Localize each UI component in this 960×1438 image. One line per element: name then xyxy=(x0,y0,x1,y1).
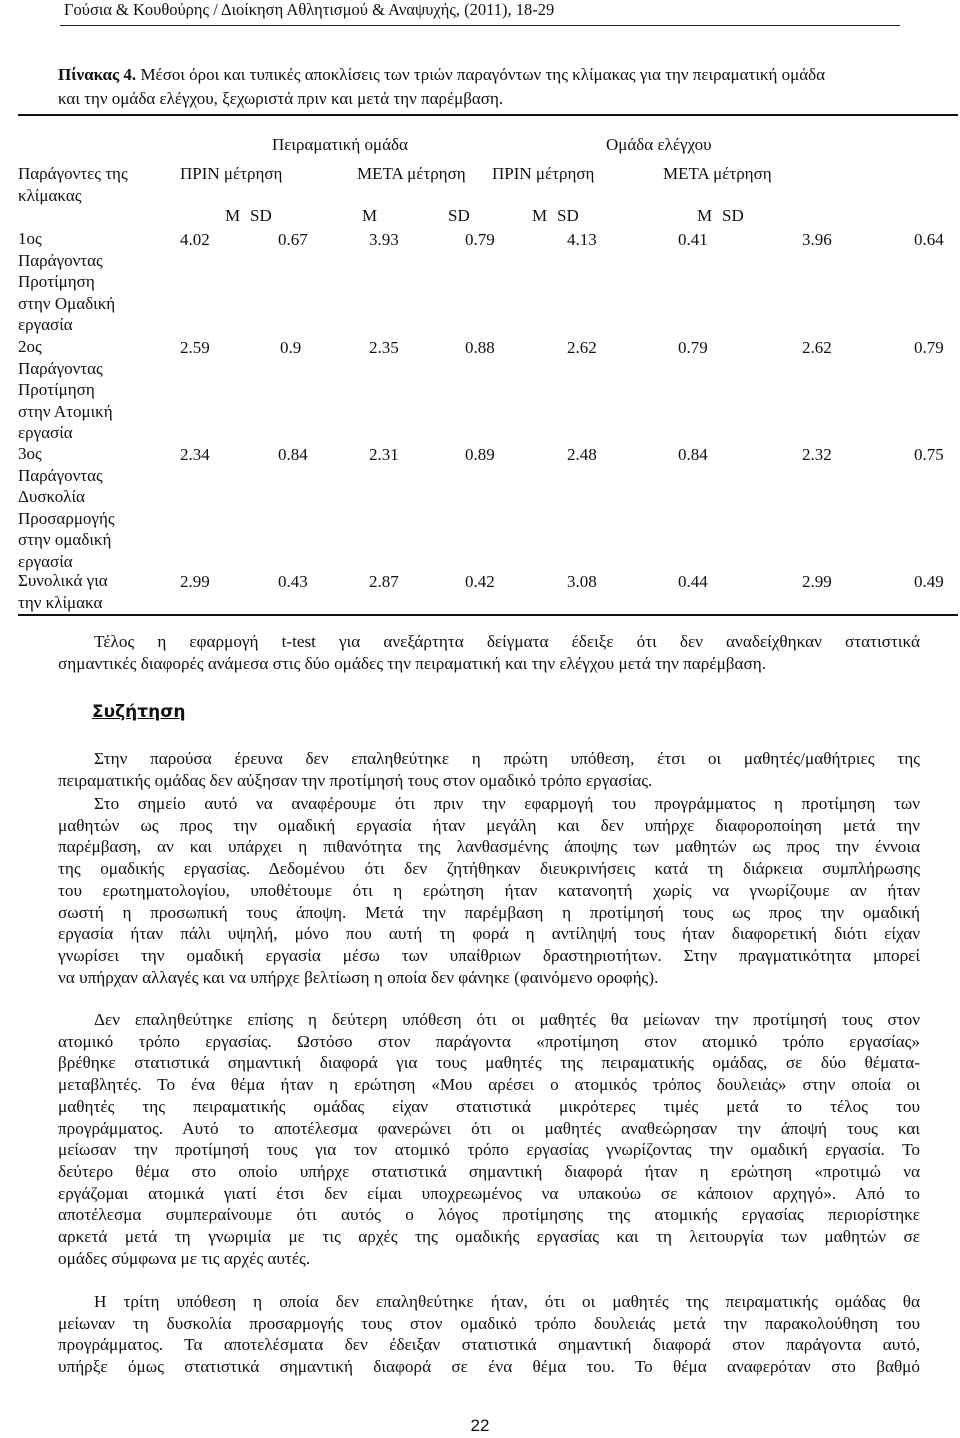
stat-header: SD xyxy=(557,206,579,225)
table-cell: 2.59 xyxy=(180,338,210,357)
row-label-line: στην Ομαδική xyxy=(18,293,116,313)
table-label: Πίνακας 4. xyxy=(58,65,137,84)
table-cell: 0.88 xyxy=(465,338,495,357)
table-cell: 3.96 xyxy=(802,230,832,249)
stat-header: M xyxy=(532,206,548,225)
subheader-pre-ctrl: ΠΡΙΝ μέτρηση xyxy=(492,164,595,183)
section-heading: Συζήτηση xyxy=(92,702,186,722)
table-cell: 2.99 xyxy=(180,572,210,591)
table-cell: 0.84 xyxy=(278,445,308,464)
row-label-line: Προσαρμογής xyxy=(18,508,115,528)
stat-header: SD xyxy=(250,206,272,225)
row-label-line: 3ος xyxy=(18,444,42,463)
table-cell: 2.62 xyxy=(567,338,597,357)
row-label-line: Συνολικά για xyxy=(18,571,108,590)
text-line: Δεν επαληθεύτηκε επίσης η δεύτερη υπόθεση ότι οι μαθητές θα μείωναν την προτίμησή τους στον xyxy=(94,1010,920,1029)
text-line: παρέμβαση, αν και υπάρχει η πιθανότητα της λανθασμένης άποψης των μαθητών ως προς την έννοια xyxy=(58,837,920,857)
table-cell: 0.84 xyxy=(678,445,708,464)
table-cell: 0.89 xyxy=(465,445,495,464)
table-cell: 0.64 xyxy=(914,230,944,249)
text-line: προγράμματος. Αυτό το αποτέλεσμα φανερώνει ότι οι μαθητές αναθεώρησαν την άποψή τους και xyxy=(58,1118,920,1138)
stat-header: M xyxy=(697,206,713,225)
row-label-line: εργασία xyxy=(18,551,73,571)
stat-header: SD xyxy=(722,206,744,225)
text-line: μαθητών ως προς την ομαδική εργασία ήταν μεγάλη και δεν υπήρχε διαφοροποίηση μετά την xyxy=(58,815,920,835)
text-line: δεύτερο θέμα στο οποίο υπήρχε στατιστικά σημαντική διαφορά ήταν η ερώτηση «προτιμώ να xyxy=(58,1161,920,1181)
text-line: βρέθηκε στατιστικά σημαντική διαφορά για τους μαθητές της πειραματικής ομάδας, σε δύο θέματα- xyxy=(58,1053,920,1073)
row-label-line: 2ος xyxy=(18,337,42,356)
text-line: ομάδες σύμφωνα με τις αρχές αυτές. xyxy=(58,1248,311,1268)
row-label-factor3 xyxy=(18,443,115,572)
subheader-post-exp: ΜΕΤΑ μέτρηση xyxy=(357,164,466,183)
table-cell: 3.08 xyxy=(567,572,597,591)
table-cell: 2.31 xyxy=(369,445,399,464)
row-label-line: Προτίμηση xyxy=(18,380,95,399)
row-label-line: εργασία xyxy=(18,315,73,334)
table-cell: 2.62 xyxy=(802,338,832,357)
table-cell: 2.34 xyxy=(180,445,210,464)
row-label-line: Προτίμηση xyxy=(18,272,95,291)
text-line: της ομαδικής εργασίας. Δεδομένου ότι δεν ζητήθηκαν διευκρινήσεις κατά τη διάρκεια συμπλήρωσης xyxy=(58,859,920,879)
table-cell: 2.87 xyxy=(369,572,399,591)
table-cell: 2.99 xyxy=(802,572,832,591)
group-header-experimental: Πειραματική ομάδα xyxy=(272,135,408,154)
text-line: Τέλος η εφαρμογή t-test για ανεξάρτητα δείγματα έδειξε ότι δεν αναδείχθηκαν στατιστικά xyxy=(94,632,920,651)
stat-header: SD xyxy=(448,206,470,225)
table-bottom-rule xyxy=(18,614,958,616)
table-cell: 0.42 xyxy=(465,572,495,591)
row-label-line: εργασία xyxy=(18,423,73,442)
text-line: εργασία ήταν πάλι υψηλή, μόνο που αυτή τη φορά η αντίληψή τους ήταν διαφορετική διότι είχαν xyxy=(58,924,920,944)
table-cell: 4.02 xyxy=(180,230,210,249)
table-cell: 4.13 xyxy=(567,230,597,249)
table-cell: 0.43 xyxy=(278,572,308,591)
text-line: μαθητές της πειραματικής ομάδας είχαν στατιστικά μικρότερες τιμές μετά το τέλος του xyxy=(58,1096,920,1116)
text-line: να υπήρχαν αλλαγές και να υπήρχε βελτίωση η οποία δεν φάνηκε (φαινόμενο οροφής). xyxy=(58,967,659,987)
table-cell: 2.48 xyxy=(567,445,597,464)
table-cell: 0.67 xyxy=(278,230,308,249)
table-cell: 0.41 xyxy=(678,230,708,249)
discussion-paragraph-2 xyxy=(58,793,920,988)
table-caption-line2: και την ομάδα ελέγχου, ξεχωριστά πριν και μετά την παρέμβαση. xyxy=(58,89,504,108)
table-caption-text: Μέσοι όροι και τυπικές αποκλίσεις των τριών παραγόντων της κλίμακας για την πειραματική ομάδα xyxy=(140,65,826,84)
text-line: Στο σημείο αυτό να αναφέρουμε ότι πριν την εφαρμογή του προγράμματος η προτίμηση των xyxy=(94,794,920,813)
table-cell: 2.35 xyxy=(369,338,399,357)
table-cell: 0.44 xyxy=(678,572,708,591)
row-label-line: Παράγοντας xyxy=(18,358,103,378)
stub-header-line2: κλίμακας xyxy=(18,186,82,205)
stat-header: M xyxy=(362,206,378,225)
row-label-factor1 xyxy=(18,228,115,336)
table-cell: 0.79 xyxy=(678,338,708,357)
text-line: πειραματικής ομάδας δεν αύξησαν την προτίμησή τους στον ομαδικό τρόπο εργασίας. xyxy=(58,770,653,790)
table-cell: 0.9 xyxy=(280,338,302,357)
row-label-line: στην Ατομική xyxy=(18,401,113,421)
text-line: μείωσαν την προτίμησή τους για τον ατομικό τρόπο εργασίας γνωρίζοντας την ομαδική εργασία. Το xyxy=(58,1140,920,1160)
running-header: Γούσια & Κουθούρης / Διοίκηση Αθλητισμού & Αναψυχής, (2011), 18-29 xyxy=(64,0,555,19)
header-rule xyxy=(60,25,900,26)
discussion-paragraph-1 xyxy=(58,748,920,791)
row-label-total xyxy=(18,570,108,613)
table-cell: 0.79 xyxy=(914,338,944,357)
row-label-line: την κλίμακα xyxy=(18,592,103,612)
text-line: προγράμματος. Τα αποτελέσματα δεν έδειξαν στατιστικά σημαντική διαφορά στον παράγοντα αυτό, xyxy=(58,1335,920,1355)
row-label-line: στην ομαδική xyxy=(18,530,112,549)
text-line: μεταβλητές. Το ένα θέμα ήταν η ερώτηση «Μου αρέσει ο ατομικός τρόπος δουλειάς» στην οποία οι xyxy=(58,1075,920,1095)
text-line: υπήρξε όμως στατιστικά σημαντική διαφορά σε ένα θέμα του. Το θέμα αναφερόταν στο βαθμό xyxy=(58,1357,920,1377)
row-label-line: 1ος xyxy=(18,229,42,248)
table-cell: 0.79 xyxy=(465,230,495,249)
text-line: Η τρίτη υπόθεση η οποία δεν επαληθεύτηκε ήταν, ότι οι μαθητές της πειραματικής ομάδας θα xyxy=(94,1292,920,1311)
row-label-line: Παράγοντας xyxy=(18,465,103,485)
conclusion-paragraph xyxy=(58,631,920,674)
stat-header: M xyxy=(225,206,241,225)
table-cell: 0.49 xyxy=(914,572,944,591)
text-line: εργάζομαι ατομικά γιατί έτσι δεν είμαι υποχρεωμένος να υπακούω σε κάποιον αρχηγό». Από το xyxy=(58,1183,920,1203)
subheader-post-ctrl: ΜΕΤΑ μέτρηση xyxy=(663,164,772,183)
text-line: μείωναν τη δυσκολία προσαρμογής τους στον ομαδικό τρόπο δουλειάς μετά την παρακολούθηση του xyxy=(58,1313,920,1333)
group-header-control: Ομάδα ελέγχου xyxy=(606,135,712,154)
row-label-line: Παράγοντας xyxy=(18,250,103,270)
stub-header-line1: Παράγοντες της xyxy=(18,164,128,183)
text-line: ατομικό τρόπο εργασίας. Ωστόσο στον παράγοντα «προτίμηση στον ατομικό τρόπο εργασίας» xyxy=(58,1031,920,1051)
text-line: σημαντικές διαφορές ανάμεσα στις δύο ομάδες την πειραματική και την ελέγχου μετά την παρέμβαση. xyxy=(58,653,767,673)
text-line: Στην παρούσα έρευνα δεν επαληθεύτηκε η πρώτη υπόθεση, έτσι οι μαθητές/μαθήτριες της xyxy=(94,749,920,768)
discussion-paragraph-4 xyxy=(58,1291,920,1378)
row-label-line: Δυσκολία xyxy=(18,487,85,506)
table-caption-line1 xyxy=(58,65,825,85)
table-cell: 0.75 xyxy=(914,445,944,464)
row-label-factor2 xyxy=(18,336,113,444)
text-line: γνωρίσει την ομαδική εργασία μέσω των υπαίθριων δραστηριοτήτων. Στην πραγματικότητα μπορεί xyxy=(58,945,920,965)
text-line: του ερωτηματολογίου, υποθέτουμε ότι η ερώτηση ήταν κατανοητή χωρίς να γνωρίζουμε αν ήταν xyxy=(58,880,920,900)
discussion-paragraph-3 xyxy=(58,1009,920,1269)
table-cell: 3.93 xyxy=(369,230,399,249)
table-cell: 2.32 xyxy=(802,445,832,464)
subheader-pre-exp: ΠΡΙΝ μέτρηση xyxy=(180,164,283,183)
text-line: αρκετά μετά τη γνωριμία με τις αρχές της ομαδικής εργασίας και τη λειτουργία των μαθητών σε xyxy=(58,1227,920,1247)
text-line: αποτέλεσμα συμπεραίνουμε ότι αυτός ο λόγος προτίμησης της ατομικής εργασίας περιορίστηκε xyxy=(58,1205,920,1225)
page-number: 22 xyxy=(470,1416,490,1435)
table-top-rule xyxy=(18,114,958,116)
text-line: σωστή η προσωπική τους άποψη. Μετά την παρέμβαση η προτίμησή τους ως προς την ομαδική xyxy=(58,902,920,922)
